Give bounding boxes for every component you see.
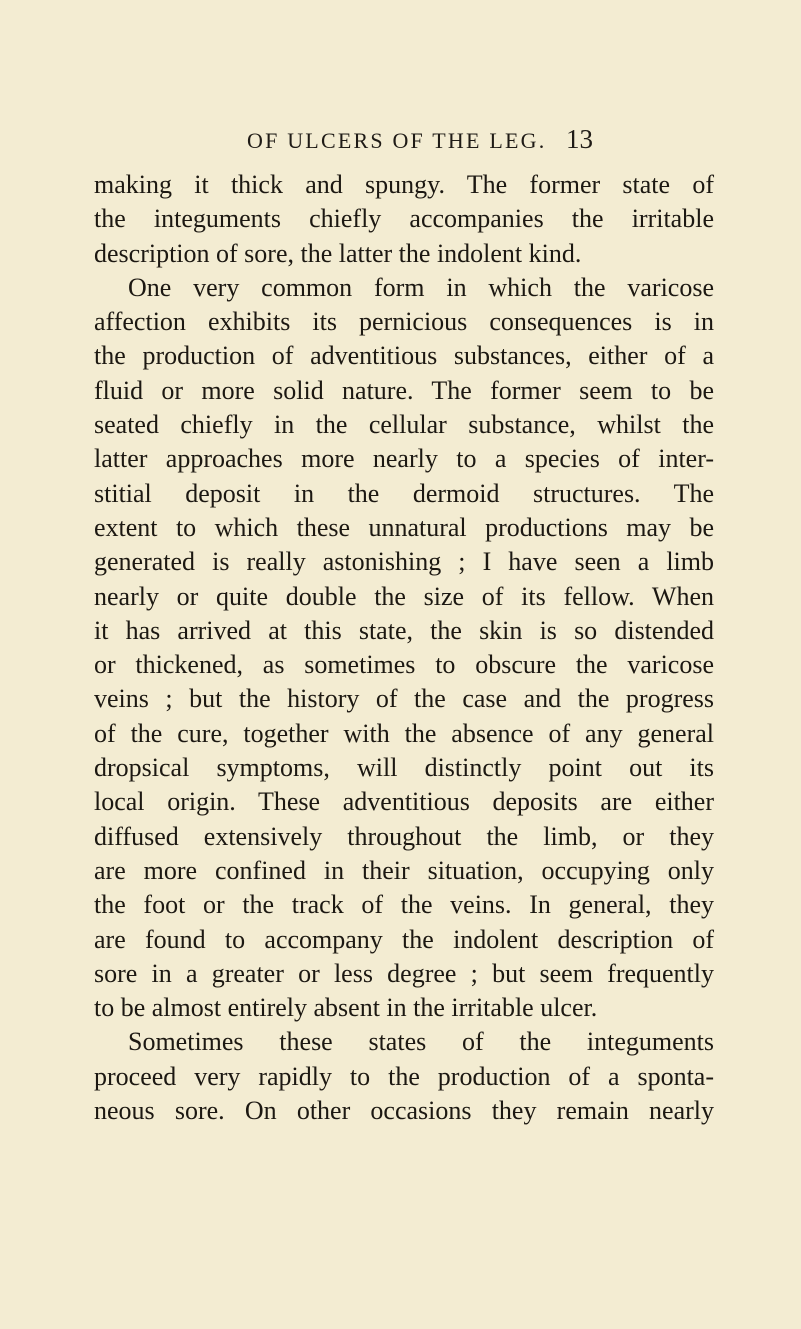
text-line: generated is really astonishing ; I have seen a limb bbox=[94, 547, 714, 577]
text-line: One very common form in which the varicose bbox=[128, 272, 714, 302]
text-line: are more confined in their situation, occupying only bbox=[94, 855, 714, 885]
text-line: proceed very rapidly to the production of a sponta- bbox=[94, 1061, 714, 1091]
text-line: stitial deposit in the dermoid structures. The bbox=[94, 478, 714, 508]
running-head: OF ULCERS OF THE LEG. bbox=[247, 128, 547, 153]
text-line: latter approaches more nearly to a species of inter- bbox=[94, 444, 714, 474]
text-line: extent to which these unnatural productions may be bbox=[94, 512, 714, 542]
text-line: the foot or the track of the veins. In general, they bbox=[94, 890, 714, 920]
text-line: fluid or more solid nature. The former seem to be bbox=[94, 375, 714, 405]
text-line: sore in a greater or less degree ; but seem frequently bbox=[94, 958, 714, 988]
text-line: diffused extensively throughout the limb, or they bbox=[94, 821, 714, 851]
text-line: of the cure, together with the absence of any general bbox=[94, 718, 714, 748]
text-line: local origin. These adventitious deposits are either bbox=[94, 787, 714, 817]
text-line: to be almost entirely absent in the irritable ulcer. bbox=[94, 993, 598, 1023]
body-text bbox=[94, 168, 714, 1128]
text-line: seated chiefly in the cellular substance, whilst the bbox=[94, 410, 714, 440]
text-line: dropsical symptoms, will distinctly point out its bbox=[94, 753, 714, 783]
text-line: neous sore. On other occasions they remain nearly bbox=[94, 1096, 714, 1126]
text-line: the production of adventitious substances, either of a bbox=[94, 341, 714, 371]
page-number: 13 bbox=[566, 124, 593, 154]
text-line: Sometimes these states of the integuments bbox=[128, 1027, 714, 1057]
text-line: are found to accompany the indolent description of bbox=[94, 924, 714, 954]
text-line: description of sore, the latter the indolent kind. bbox=[94, 238, 582, 268]
text-line: veins ; but the history of the case and the progress bbox=[94, 684, 714, 714]
text-line: nearly or quite double the size of its fellow. When bbox=[94, 581, 714, 611]
text-line: making it thick and spungy. The former state of bbox=[94, 170, 714, 199]
text-line: affection exhibits its pernicious consequences is in bbox=[94, 307, 714, 337]
text-line: the integuments chiefly accompanies the irritable bbox=[94, 204, 714, 234]
text-line: it has arrived at this state, the skin is so distended bbox=[94, 615, 714, 645]
text-line: or thickened, as sometimes to obscure the varicose bbox=[94, 650, 714, 680]
